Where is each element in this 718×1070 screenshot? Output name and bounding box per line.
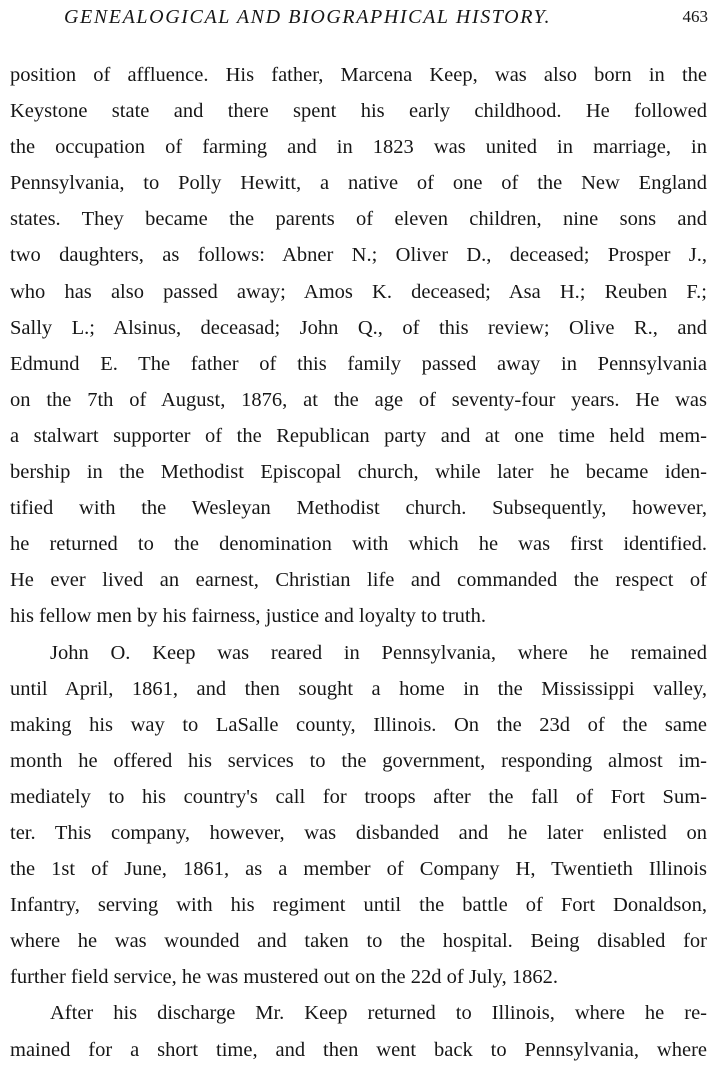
text-line: the occupation of farming and in 1823 was united in marriage, in <box>10 136 707 159</box>
text-line: two daughters, as follows: Abner N.; Oliver D., deceased; Prosper J., <box>10 244 707 267</box>
text-line: He ever lived an earnest, Christian life and commanded the respect of <box>10 569 707 592</box>
text-line: the 1st of June, 1861, as a member of Company H, Twentieth Illinois <box>10 858 707 881</box>
text-line: bership in the Methodist Episcopal church, while later he became iden- <box>10 461 707 484</box>
text-line: who has also passed away; Amos K. deceased; Asa H.; Reuben F.; <box>10 280 707 303</box>
text-line: month he offered his services to the government, responding almost im- <box>10 749 707 772</box>
text-line: position of affluence. His father, Marcena Keep, was also born in the <box>10 64 707 86</box>
text-line: Sally L.; Alsinus, deceasad; John Q., of this review; Olive R., and <box>10 316 707 339</box>
body-text <box>10 57 707 1068</box>
text-line: John O. Keep was reared in Pennsylvania, where he remained <box>50 641 707 664</box>
text-line: After his discharge Mr. Keep returned to Illinois, where he re- <box>50 1002 707 1025</box>
page-number: 463 <box>682 7 708 26</box>
text-line: Edmund E. The father of this family passed away in Pennsylvania <box>10 352 707 375</box>
text-line: Pennsylvania, to Polly Hewitt, a native of one of the New England <box>10 172 707 195</box>
text-line: his fellow men by his fairness, justice and loyalty to truth. <box>10 605 486 628</box>
text-line: mediately to his country's call for troops after the fall of Fort Sum- <box>10 785 707 808</box>
text-line: ter. This company, however, was disbanded and he later enlisted on <box>10 821 707 844</box>
page-header <box>0 4 718 32</box>
text-line: a stalwart supporter of the Republican party and at one time held mem- <box>10 424 707 447</box>
text-line: tified with the Wesleyan Methodist church. Subsequently, however, <box>10 497 707 520</box>
text-line: where he was wounded and taken to the hospital. Being disabled for <box>10 930 707 953</box>
text-line: states. They became the parents of eleven children, nine sons and <box>10 208 707 231</box>
text-line: on the 7th of August, 1876, at the age of seventy-four years. He was <box>10 388 707 411</box>
text-line: making his way to LaSalle county, Illinois. On the 23d of the same <box>10 713 707 736</box>
text-line: until April, 1861, and then sought a home in the Mississippi valley, <box>10 677 707 700</box>
text-line: Keystone state and there spent his early childhood. He followed <box>10 100 707 123</box>
text-line: he returned to the denomination with which he was first identified. <box>10 533 707 556</box>
running-head: GENEALOGICAL AND BIOGRAPHICAL HISTORY. <box>64 6 552 28</box>
text-line: Infantry, serving with his regiment until the battle of Fort Donaldson, <box>10 894 707 917</box>
text-line: mained for a short time, and then went back to Pennsylvania, where <box>10 1038 707 1061</box>
text-line: further field service, he was mustered out on the 22d of July, 1862. <box>10 966 559 989</box>
